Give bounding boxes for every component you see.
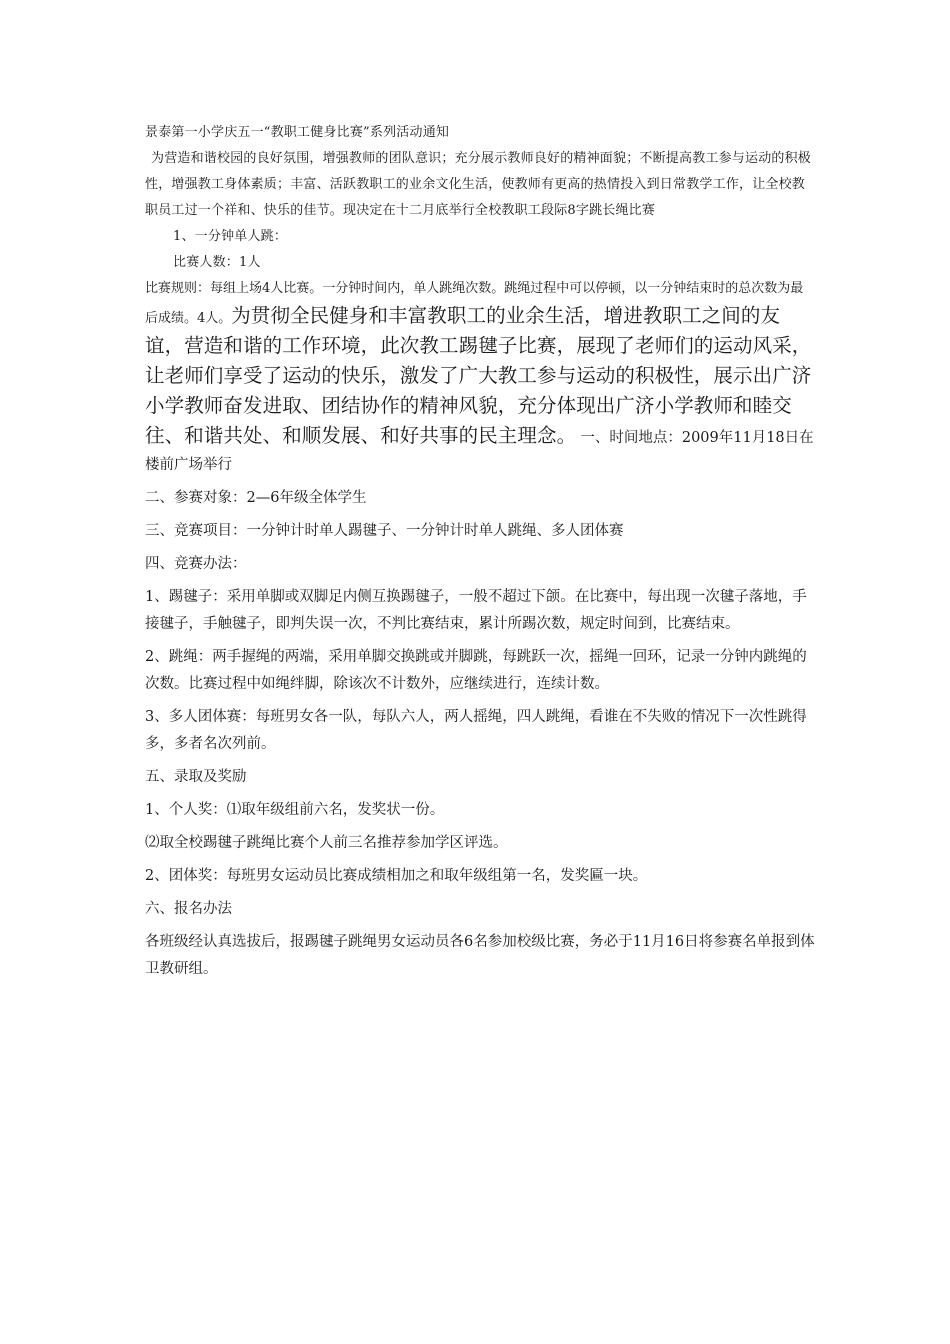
section-registration-heading: 六、报名办法 — [145, 901, 232, 917]
rules-large-text: 为贯彻全民健身和丰富教职工的业余生活，增进教职工之间的友谊，营造和谐的工作环境，此次教工踢毽子比赛，展现了老师们的运动风采，让老师们享受了运动的快乐，激发了广大教工参与运动的积极性，展示出广济小学教师奋发进取、团结协作的精神风貌，充分体现出广济小学教师和睦交往、和谐共处、和顺发展、和好共事的民主理念。 — [145, 304, 812, 447]
time-place-text: 一、时间地点：2009年11月18日在楼前广场举行 — [145, 430, 814, 473]
section-participants: 二、参赛对象：2—6年级全体学生 — [145, 490, 367, 506]
section-awards-heading: 五、录取及奖励 — [145, 769, 247, 785]
document-title: 景泰第一小学庆五一“教职工健身比赛”系列活动通知 — [145, 125, 450, 140]
method-team-event: 3、多人团体赛：每班男女各一队，每队六人，两人摇绳，四人跳绳，看谁在不失败的情况下一次性跳得多，多者名次列前。 — [145, 709, 807, 752]
award-team: 2、团体奖：每班男女运动员比赛成绩相加之和取年级组第一名，发奖匾一块。 — [145, 868, 648, 884]
method-rope-skipping: 2、跳绳：两手握绳的两端，采用单脚交换跳或并脚跳，每跳跃一次，摇绳一回环，记录一分钟内跳绳的次数。比赛过程中如绳绊脚，除该次不计数外，应继续进行，连续计数。 — [145, 649, 807, 692]
award-individual: 1、个人奖：⑴取年级组前六名，发奖状一份。 — [145, 802, 445, 818]
section-methods-heading: 四、竞赛办法： — [145, 556, 247, 572]
rules-small-text: 比赛规则：每组上场4人比赛。一分钟时间内，单人跳绳次数。跳绳过程中可以停顿，以一分钟结束时的总次数为最后成绩。4人。 — [145, 281, 804, 326]
document-page — [145, 120, 815, 989]
participant-count: 比赛人数：1人 — [173, 255, 261, 270]
method-shuttlecock: 1、踢毽子：采用单脚或双脚足内侧互换踢毽子，一般不超过下颌。在比赛中，每出现一次毽子落地，手接毽子，手触毽子，即判失误一次，不判比赛结束，累计所踢次数，规定时间到，比赛结束。 — [145, 589, 807, 632]
award-individual-school: ⑵取全校踢毽子跳绳比赛个人前三名推荐参加学区评选。 — [145, 835, 508, 851]
item-one-minute-single-jump: 1、一分钟单人跳： — [173, 229, 288, 244]
intro-paragraph: 为营造和谐校园的良好氛围，增强教师的团队意识；充分展示教师良好的精神面貌；不断提高教工参与运动的积极性，增强教工身体素质；丰富、活跃教职工的业余文化生活，使教师有更高的热情投入到日常教学工作，让全校教职员工过一个祥和、快乐的佳节。现决定在十二月底举行全校教职工段际8字跳长绳比赛 — [145, 151, 812, 218]
rules-paragraph — [145, 276, 815, 479]
registration-text: 各班级经认真选拔后，报踢毽子跳绳男女运动员各6名参加校级比赛，务必于11月16日将参赛名单报到体卫教研组。 — [145, 934, 815, 977]
section-events: 三、竞赛项目：一分钟计时单人踢毽子、一分钟计时单人跳绳、多人团体赛 — [145, 523, 624, 539]
